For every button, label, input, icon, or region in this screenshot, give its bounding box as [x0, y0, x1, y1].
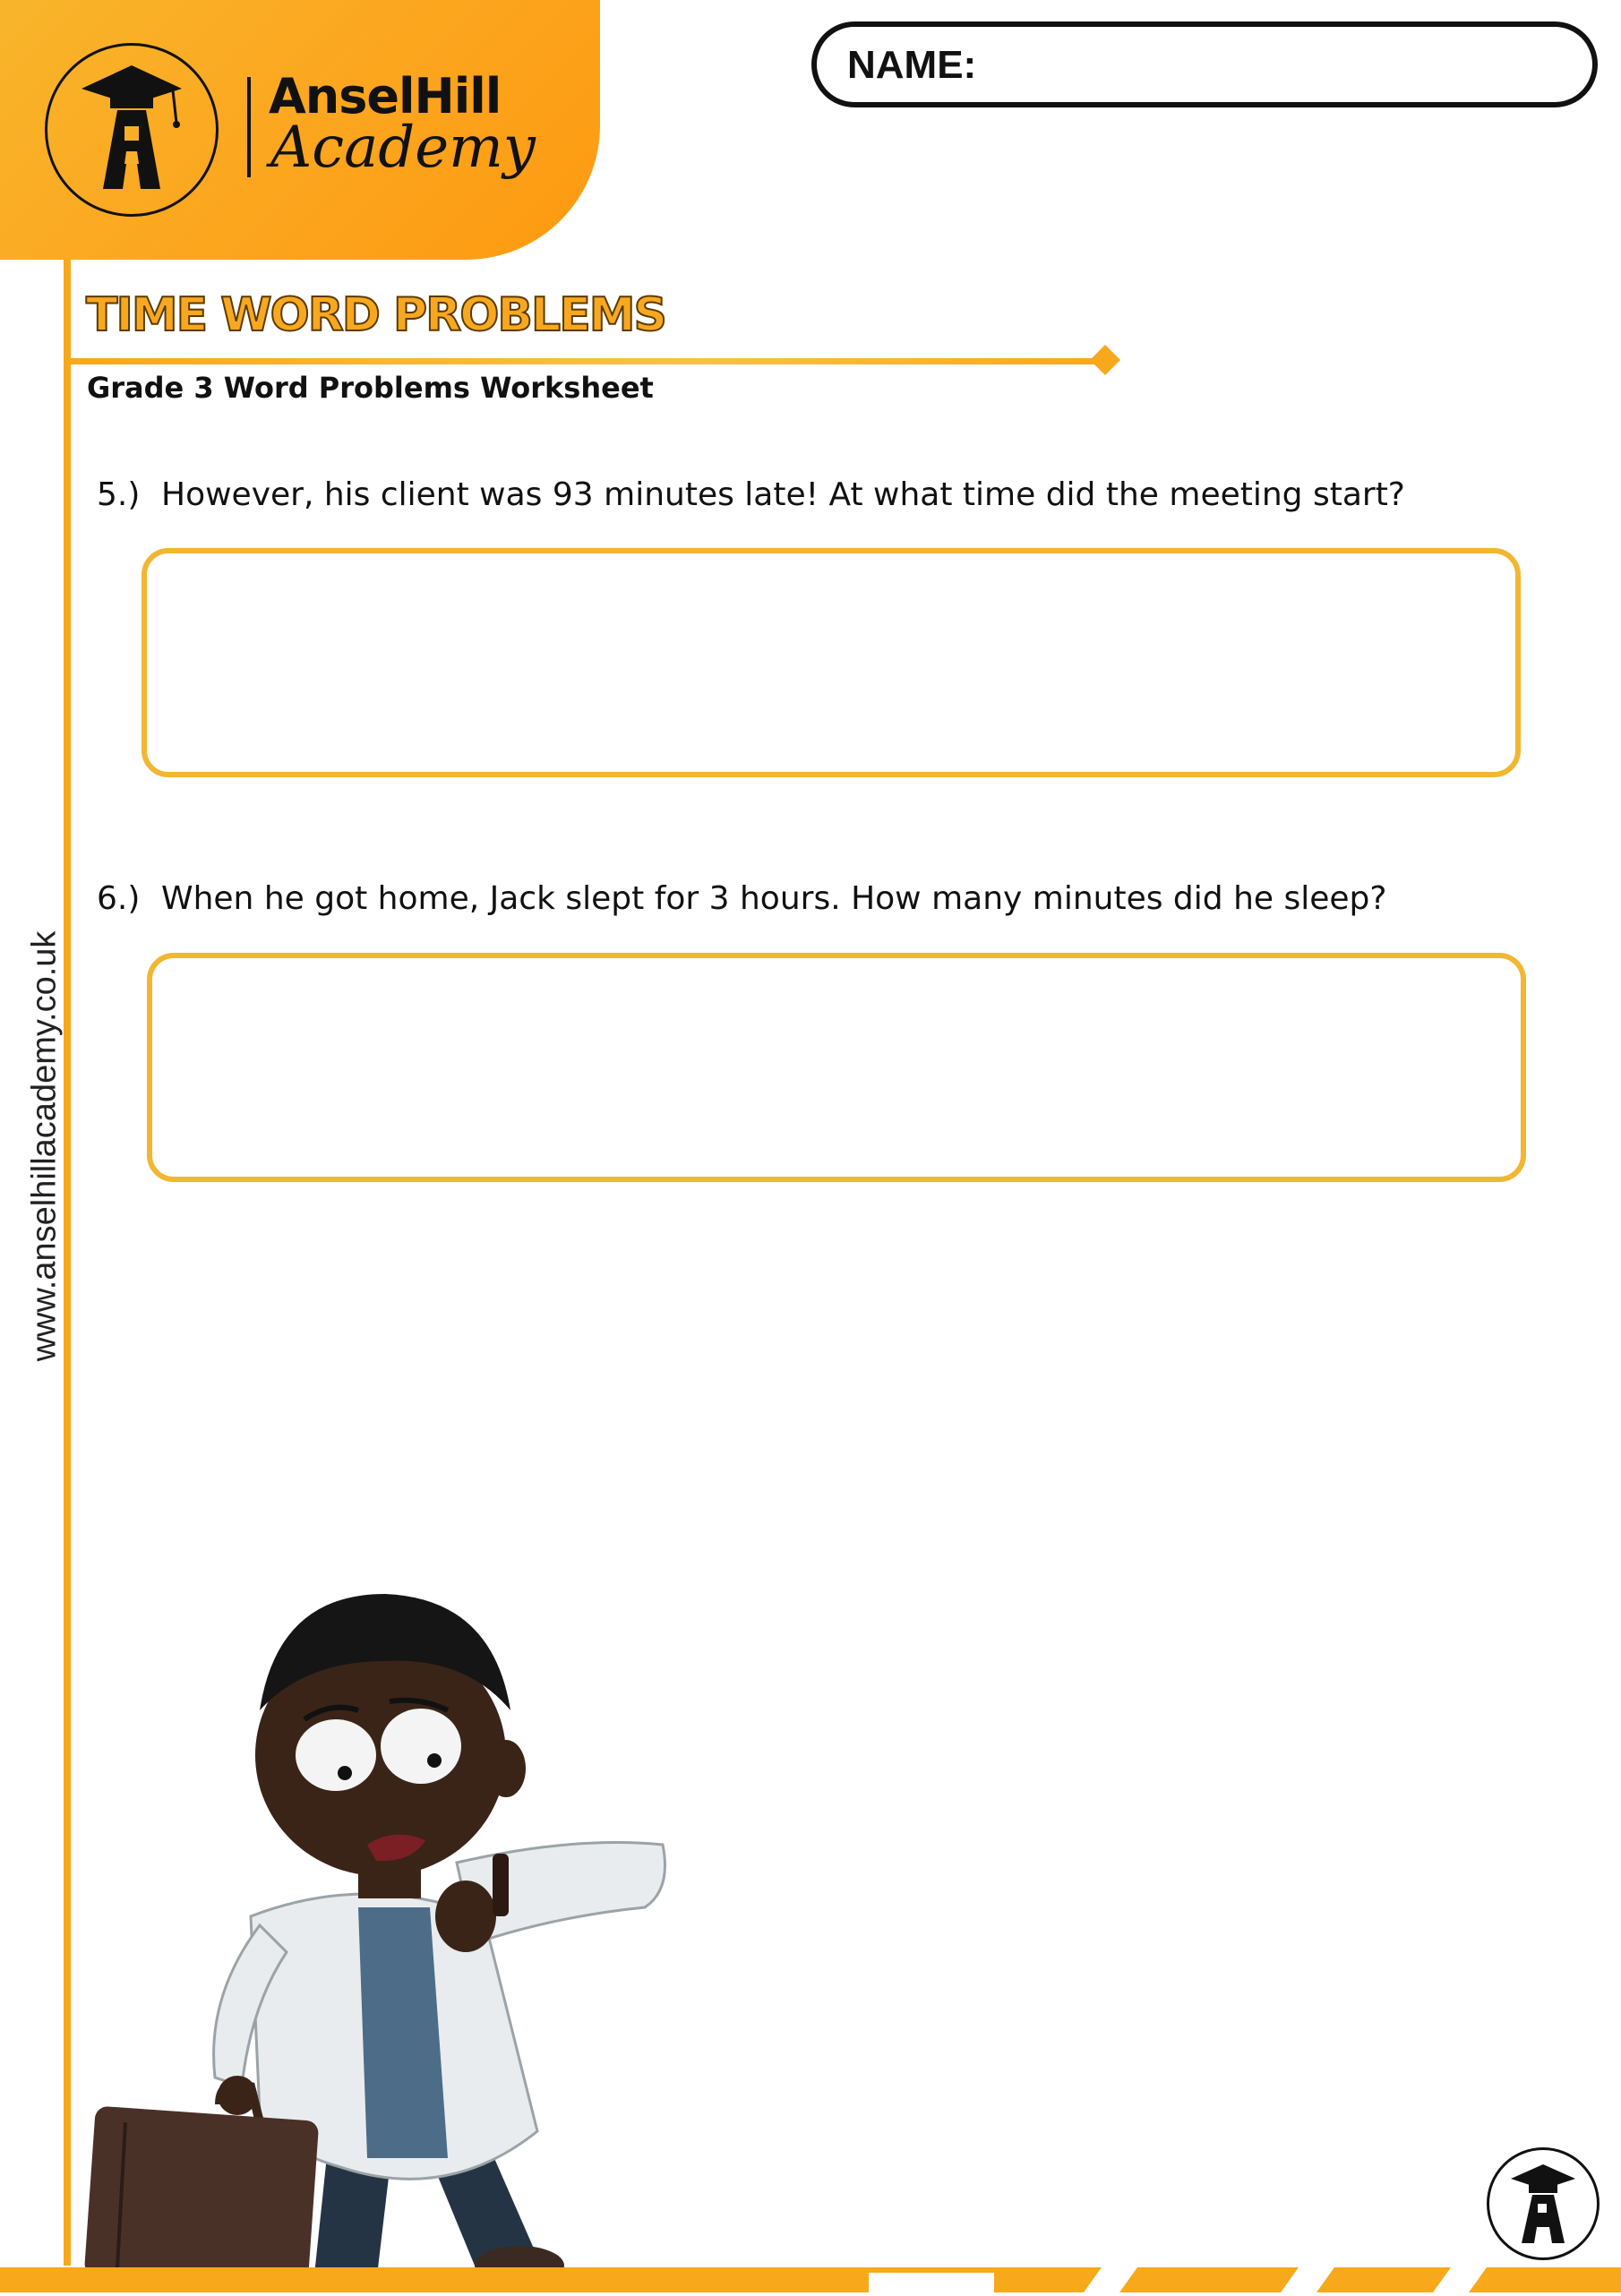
question-text: However, his client was 93 minutes late! At what time did the meeting start? [161, 476, 1405, 513]
title-underline [71, 358, 1105, 364]
brand-name-bottom: Academy [270, 115, 536, 181]
brand-name-top: AnselHill [269, 68, 502, 124]
footer-logo-icon [1487, 2147, 1600, 2260]
question-text: When he got home, Jack slept for 3 hours. How many minutes did he sleep? [161, 880, 1387, 917]
answer-box[interactable] [147, 953, 1526, 1182]
question-item [97, 880, 1387, 917]
question-item [97, 476, 1405, 513]
question-number: 5.) [97, 476, 141, 513]
question-number: 6.) [97, 880, 141, 917]
name-label: NAME: [847, 43, 977, 87]
left-accent-rule [64, 260, 71, 2266]
logo-divider [247, 77, 251, 177]
footer-bar [0, 2267, 1621, 2292]
worksheet-title: TIME WORD PROBLEMS [86, 288, 665, 342]
logo-panel [0, 0, 600, 260]
worksheet-subtitle: Grade 3 Word Problems Worksheet [87, 371, 654, 405]
graduation-tower-icon [45, 43, 219, 217]
name-field[interactable] [811, 21, 1598, 107]
title-diamond-icon [1090, 345, 1120, 375]
answer-box[interactable] [142, 548, 1521, 777]
website-url: www.anselhillacademy.co.uk [25, 930, 64, 1362]
businessman-checking-watch-icon [72, 1576, 699, 2296]
